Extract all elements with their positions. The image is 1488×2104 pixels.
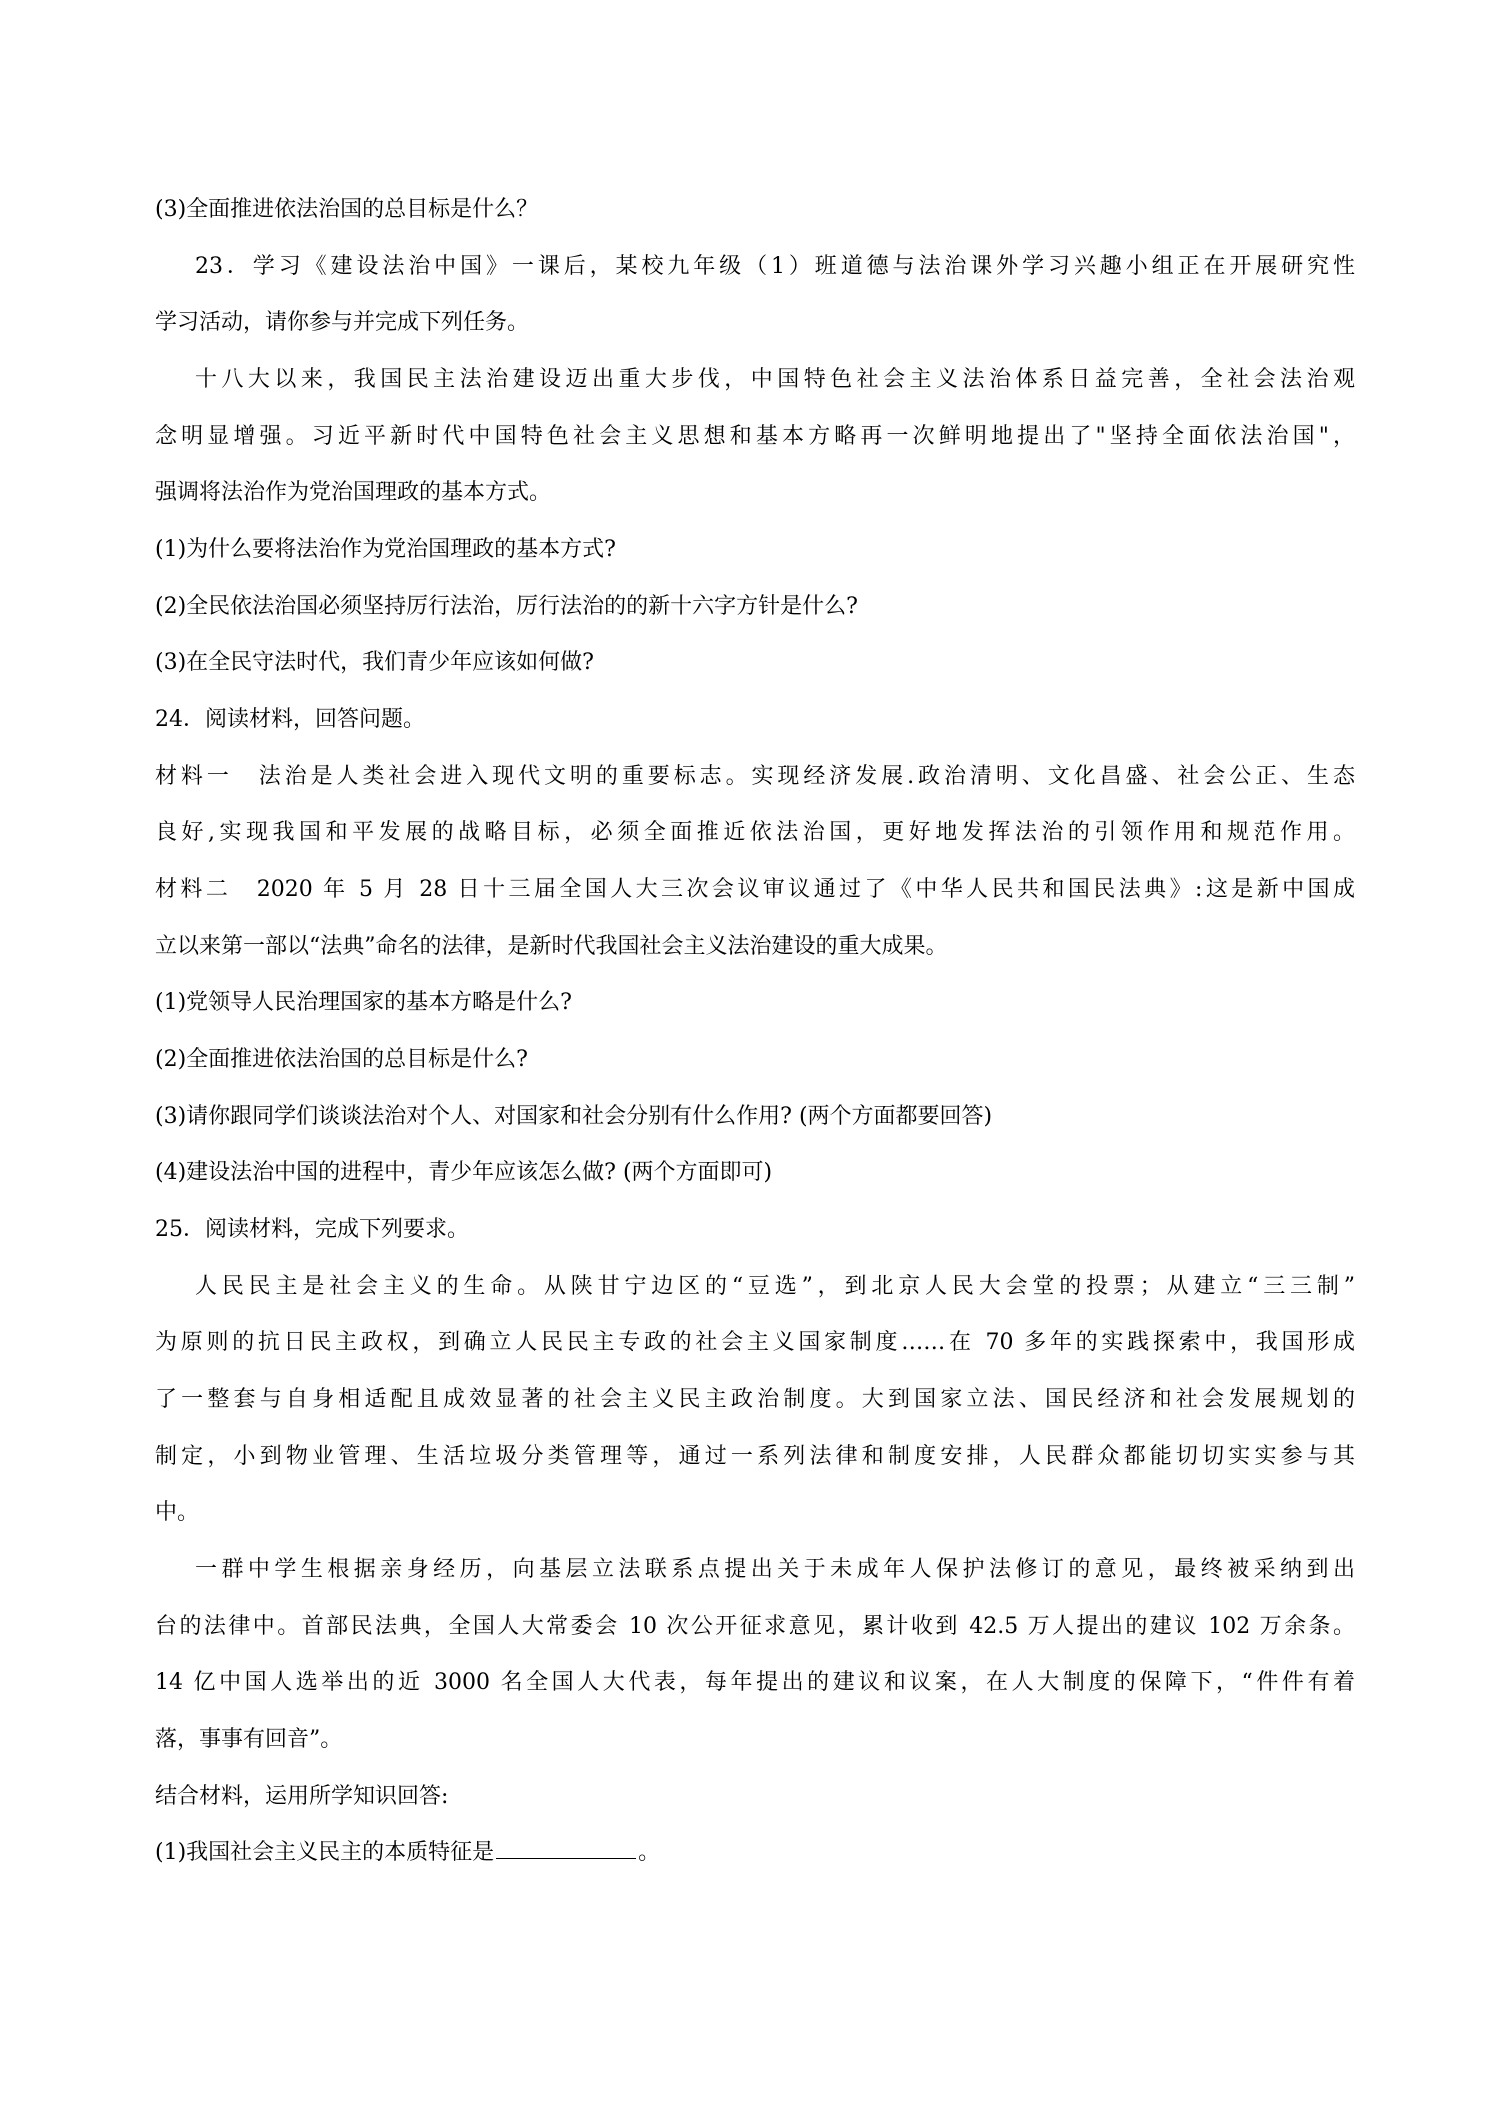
question-24-part-1: (1)党领导人民治理国家的基本方略是什么? bbox=[155, 990, 572, 1015]
question-25-material-para-1-l4: 制定，小到物业管理、生活垃圾分类管理等，通过一系列法律和制度安排，人民群众都能切切实实参与其 bbox=[155, 1444, 1355, 1469]
question-25-stem: 25．阅读材料，完成下列要求。 bbox=[155, 1217, 469, 1242]
question-24-material-2: 材料二 2020 年 5 月 28 日十三届全国人大三次会议审议通过了《中华人民共和国民法典》:这是新中国成 bbox=[155, 877, 1355, 902]
question-23-part-3: (3)在全民守法时代，我们青少年应该如何做? bbox=[155, 650, 594, 675]
question-25-part-1-end: 。 bbox=[638, 1840, 661, 1865]
question-25-material-para-1-l2: 为原则的抗日民主政权，到确立人民民主专政的社会主义国家制度……在 70 多年的实践探索中，我国形成 bbox=[155, 1330, 1355, 1355]
question-23-part-1: (1)为什么要将法治作为党治国理政的基本方式? bbox=[155, 537, 616, 562]
question-25-material-para-2-l3: 14 亿中国人选举出的近 3000 名全国人大代表，每年提出的建议和议案，在人大制度的保障下，“件件有着 bbox=[155, 1670, 1355, 1695]
question-23-stem: 23．学习《建设法治中国》一课后，某校九年级（1）班道德与法治课外学习兴趣小组正在开展研究性 bbox=[195, 254, 1355, 279]
question-25-instruction: 结合材料，运用所学知识回答: bbox=[155, 1784, 449, 1809]
question-22-part-3: (3)全面推进依法治国的总目标是什么？ bbox=[155, 197, 539, 222]
question-24-part-4: (4)建设法治中国的进程中，青少年应该怎么做? (两个方面即可) bbox=[155, 1160, 773, 1185]
question-23-material-end: 强调将法治作为党治国理政的基本方式。 bbox=[155, 480, 552, 505]
question-23-stem-cont: 学习活动，请你参与并完成下列任务。 bbox=[155, 310, 530, 335]
question-24-part-3: (3)请你跟同学们谈谈法治对个人、对国家和社会分别有什么作用? (两个方面都要回答) bbox=[155, 1104, 993, 1129]
question-25-part-1-text: (1)我国社会主义民主的本质特征是 bbox=[155, 1840, 495, 1865]
question-25-material-para-1-end: 中。 bbox=[155, 1500, 200, 1525]
question-25-material-para-2: 一群中学生根据亲身经历，向基层立法联系点提出关于未成年人保护法修订的意见，最终被采纳到出 bbox=[195, 1557, 1355, 1582]
question-25-material-para-2-end: 落，事事有回音”。 bbox=[155, 1727, 343, 1752]
question-24-material-1: 材料一 法治是人类社会进入现代文明的重要标志。实现经济发展.政治清明、文化昌盛、社会公正、生态 bbox=[155, 764, 1355, 789]
question-24-part-2: (2)全面推进依法治国的总目标是什么? bbox=[155, 1047, 528, 1072]
question-24-material-1-cont: 良好,实现我国和平发展的战略目标，必须全面推近依法治国，更好地发挥法治的引领作用和规范作用。 bbox=[155, 820, 1355, 845]
question-23-material: 十八大以来，我国民主法治建设迈出重大步伐，中国特色社会主义法治体系日益完善，全社会法治观 bbox=[195, 367, 1355, 392]
question-23-material-cont: 念明显增强。习近平新时代中国特色社会主义思想和基本方略再一次鲜明地提出了"坚持全面依法治国"， bbox=[155, 424, 1355, 449]
question-24-stem: 24．阅读材料，回答问题。 bbox=[155, 707, 425, 732]
question-25-part-1 bbox=[155, 1836, 1355, 1869]
question-25-material-para-1-l3: 了一整套与自身相适配且成效显著的社会主义民主政治制度。大到国家立法、国民经济和社会发展规划的 bbox=[155, 1387, 1355, 1412]
question-24-material-2-cont: 立以来第一部以“法典”命名的法律，是新时代我国社会主义法治建设的重大成果。 bbox=[155, 934, 948, 959]
question-25-material-para-2-l2: 台的法律中。首部民法典，全国人大常委会 10 次公开征求意见，累计收到 42.5 万人提出的建议 102 万余条。 bbox=[155, 1614, 1355, 1639]
question-23-part-2: (2)全民依法治国必须坚持厉行法治，厉行法治的的新十六字方针是什么? bbox=[155, 594, 858, 619]
question-25-material-para-1: 人民民主是社会主义的生命。从陕甘宁边区的“豆选”，到北京人民大会堂的投票；从建立“三三制” bbox=[195, 1274, 1355, 1299]
answer-blank[interactable] bbox=[496, 1836, 636, 1859]
